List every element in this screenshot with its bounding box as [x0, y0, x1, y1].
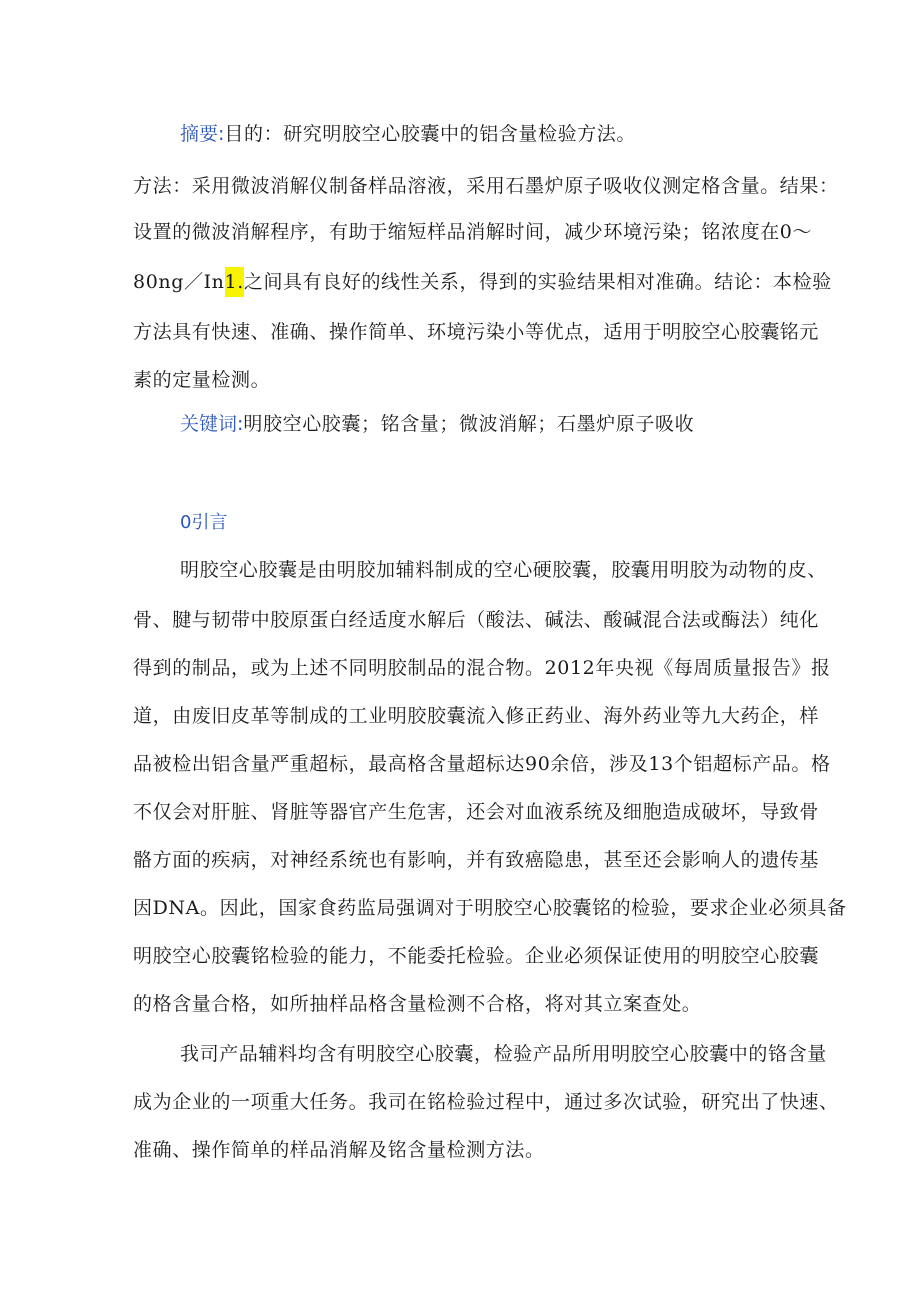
- abstract-line-6: 素的定量检测。: [133, 369, 271, 391]
- intro-p1-line-5: 品被检出铝含量严重超标，最高格含量超标达90余倍，涉及13个铝超标产品。格: [133, 753, 831, 775]
- abstract-text-4a: 80ng／In: [133, 271, 225, 293]
- abstract-line-4: [133, 270, 832, 294]
- abstract-line-1: [180, 122, 636, 146]
- highlighted-text: 1.: [225, 267, 244, 297]
- intro-p1-line-2: 骨、腱与韧带中胶原蛋白经适度水解后（酸法、碱法、酸碱混合法或酶法）纯化: [133, 609, 820, 631]
- intro-p2-line-3: 准确、操作简单的样品消解及铭含量检测方法。: [133, 1139, 545, 1161]
- intro-p1-line-7: 骼方面的疾病，对神经系统也有影响，并有致癌隐患，甚至还会影响人的遗传基: [133, 849, 820, 871]
- abstract-line-2: 方法：采用微波消解仪制备样品溶液，采用石墨炉原子吸收仪测定格含量。结果：: [133, 175, 839, 197]
- intro-p1-line-1: 明胶空心胶囊是由明胶加辅料制成的空心硬胶囊，胶囊用明胶为动物的皮、: [180, 559, 827, 581]
- intro-p1-line-4: 道，由废旧皮革等制成的工业明胶胶囊流入修正药业、海外药业等九大药企，样: [133, 705, 820, 727]
- intro-p1-line-3: 得到的制品，或为上述不同明胶制品的混合物。2012年央视《每周质量报告》报: [133, 657, 831, 679]
- intro-p1-line-8: 因DNA。因此，国家食药监局强调对于明胶空心胶囊铭的检验，要求企业必须具备: [133, 897, 847, 919]
- abstract-text-4b: 之间具有良好的线性关系，得到的实验结果相对准确。结论：本检验: [243, 271, 832, 293]
- section-heading-introduction: 0引言: [180, 512, 228, 533]
- intro-p1-line-10: 的格含量合格，如所抽样品格含量检测不合格，将对其立案查处。: [133, 993, 702, 1015]
- abstract-line-5: 方法具有快速、准确、操作简单、环境污染小等优点，适用于明胶空心胶囊铭元: [133, 321, 820, 343]
- keywords-line: [180, 412, 694, 436]
- abstract-label: 摘要:: [180, 123, 225, 145]
- intro-p1-line-6: 不仅会对肝脏、肾脏等器官产生危害，还会对血液系统及细胞造成破坏，导致骨: [133, 801, 820, 823]
- intro-p1-line-9: 明胶空心胶囊铭检验的能力，不能委托检验。企业必须保证使用的明胶空心胶囊: [133, 945, 820, 967]
- keywords-text: 明胶空心胶囊；铭含量；微波消解；石墨炉原子吸收: [243, 413, 695, 435]
- abstract-line-3: 设置的微波消解程序，有助于缩短样品消解时间，减少环境污染；铭浓度在0〜: [133, 221, 813, 243]
- abstract-text-1: 目的：研究明胶空心胶囊中的铝含量检验方法。: [224, 123, 637, 145]
- intro-p2-line-1: 我司产品辅料均含有明胶空心胶囊，检验产品所用明胶空心胶囊中的铬含量: [180, 1043, 827, 1065]
- keywords-label: 关键词:: [180, 413, 244, 435]
- intro-p2-line-2: 成为企业的一项重大任务。我司在铭检验过程中，通过多次试验，研究出了快速、: [133, 1091, 839, 1113]
